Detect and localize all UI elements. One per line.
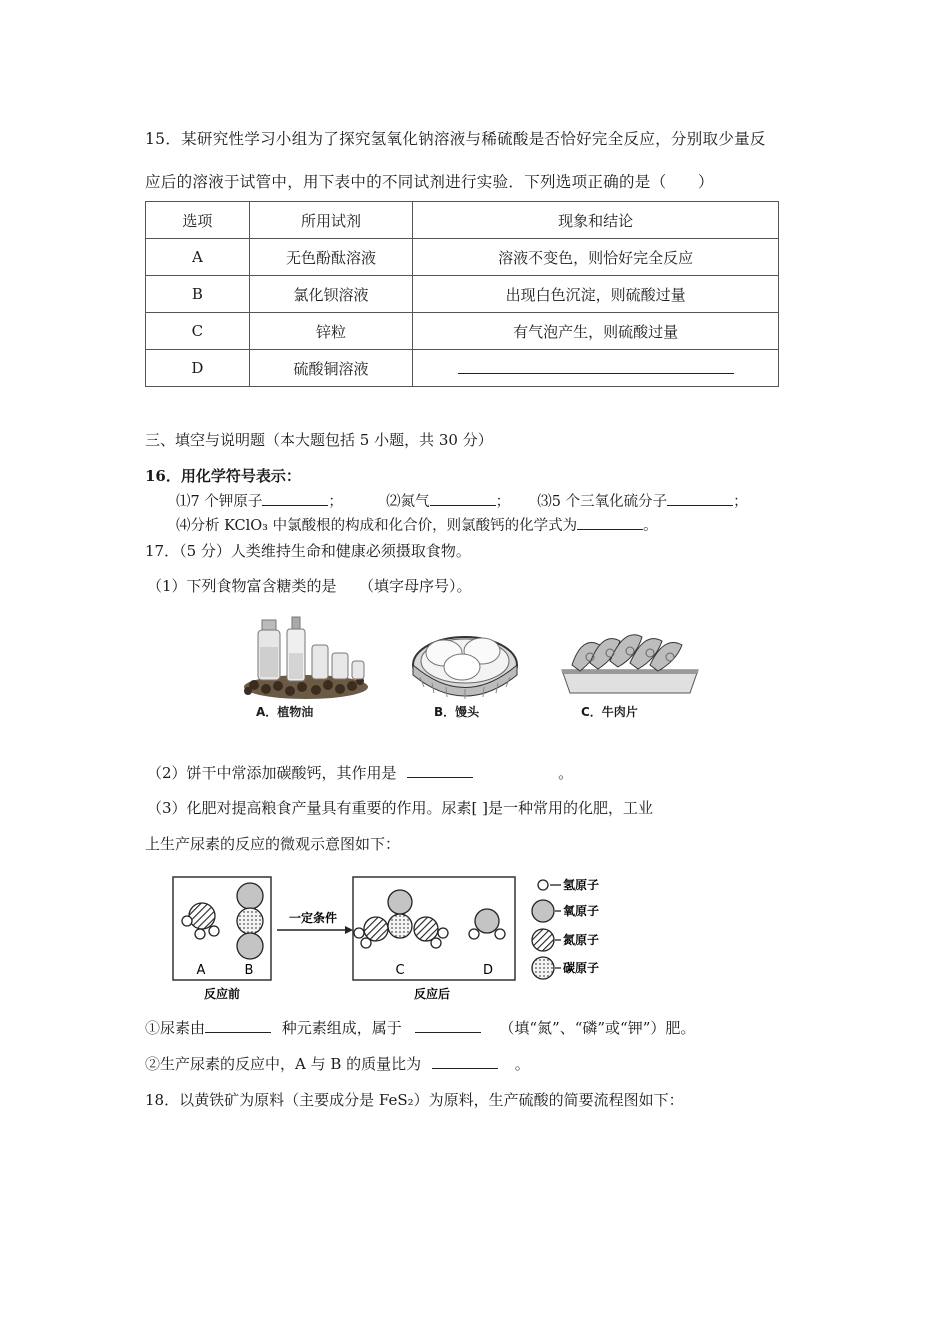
nitrogen-atom-icon: [532, 929, 554, 951]
legend-hydrogen: 氢原子: [563, 878, 600, 892]
punct: ；: [733, 494, 748, 510]
q17-sub2-text: （2）饼干中常添加碳酸钙，其作用是: [147, 764, 397, 782]
result-cell: 出现白色沉淀，则硫酸过量: [413, 276, 779, 313]
beef-slices-image: [560, 615, 700, 700]
after-label: 反应后: [413, 987, 451, 1001]
vegetable-oil-image: [240, 615, 372, 700]
q17-title: 17．（5 分）人类维持生命和健康必须摄取食物。: [145, 542, 471, 560]
q17-c2-text: ②生产尿素的反应中，A 与 B 的质量比为: [145, 1055, 422, 1073]
reaction-diagram: [170, 870, 640, 1005]
q17-sub3-cont: 上生产尿素的反应的微观示意图如下：: [145, 835, 401, 853]
result-cell: 溶液不变色，则恰好完全反应: [413, 239, 779, 276]
answer-blank[interactable]: [458, 359, 734, 374]
q16-line2: [176, 514, 658, 535]
molecule-b: [237, 883, 263, 959]
punct: ；: [328, 494, 343, 510]
food-caption: B．馒头: [434, 705, 480, 719]
hydrogen-atom-icon: [538, 880, 548, 890]
q16-part4: ⑷分析 KClO₃ 中氯酸根的构成和化合价，则氯酸钙的化学式为: [176, 518, 578, 534]
q16-part1: ⑴7 个钾原子: [176, 494, 263, 510]
carbon-atom-icon: [532, 957, 554, 979]
table-header: 现象和结论: [413, 202, 779, 239]
q15-line2: 应后的溶液于试管中，用下表中的不同试剂进行实验．下列选项正确的是（ ）: [145, 173, 714, 191]
answer-blank[interactable]: [205, 1018, 271, 1033]
answer-blank[interactable]: [430, 491, 496, 506]
label-a: A: [196, 963, 206, 978]
oxygen-atom-icon: [532, 900, 554, 922]
reagent-cell: 硫酸铜溶液: [249, 350, 413, 387]
q17-sub2: [147, 762, 573, 783]
answer-blank[interactable]: [432, 1054, 498, 1069]
q17-sub1: （1）下列食物富含糖类的是 （填字母序号）。: [147, 577, 472, 595]
answer-blank[interactable]: [415, 1018, 481, 1033]
label-d: D: [482, 963, 494, 978]
before-label: 反应前: [203, 987, 241, 1001]
arrow-head-icon: [345, 926, 353, 934]
answer-blank[interactable]: [577, 515, 643, 530]
q17-c1-text3: （填“氮”、“磷”或“钾”）肥。: [499, 1019, 696, 1037]
legend-oxygen: 氧原子: [563, 904, 600, 918]
food-caption: A．植物油: [256, 705, 314, 719]
legend-dashes: [550, 885, 561, 968]
q17-c2: [145, 1053, 530, 1074]
table-header-row: [146, 202, 779, 239]
reagent-cell: 无色酚酞溶液: [249, 239, 413, 276]
option-letter: D: [146, 350, 250, 387]
q17-sub3: （3）化肥对提高粮食产量具有重要的作用。尿素[ ]是一种常用的化肥，工业: [147, 799, 654, 817]
option-letter: A: [146, 239, 250, 276]
result-cell-blank[interactable]: [413, 350, 779, 387]
answer-blank[interactable]: [667, 491, 733, 506]
q16-part2: ⑵氮气: [386, 494, 430, 510]
legend-carbon: 碳原子: [563, 961, 600, 975]
table-row: [146, 350, 779, 387]
label-c: C: [395, 963, 405, 978]
q18-line: 18．以黄铁矿为原料（主要成分是 FeS₂）为原料，生产硫酸的简要流程图如下：: [145, 1091, 684, 1109]
q17-c1-text: ①尿素由: [145, 1019, 206, 1037]
q16-line1: [176, 490, 748, 511]
table-row: [146, 239, 779, 276]
punct: 。: [558, 764, 574, 782]
option-letter: B: [146, 276, 250, 313]
table-row: [146, 313, 779, 350]
legend-nitrogen: 氮原子: [563, 933, 600, 947]
punct: ；: [495, 494, 511, 510]
q17-c1-text2: 种元素组成，属于: [281, 1019, 402, 1037]
punct: 。: [643, 518, 658, 534]
q15-table: [145, 201, 779, 387]
steamed-bun-image: [410, 615, 520, 700]
answer-blank[interactable]: [262, 491, 328, 506]
food-caption: C．牛肉片: [581, 705, 638, 719]
q17-c1: [145, 1017, 695, 1038]
reagent-cell: 氯化钡溶液: [249, 276, 413, 313]
label-b: B: [244, 963, 254, 978]
q15-line1: 15．某研究性学习小组为了探究氢氧化钠溶液与稀硫酸是否恰好完全反应，分别取少量反: [145, 130, 766, 148]
q16-title: 16．用化学符号表示：: [145, 467, 301, 485]
table-row: [146, 276, 779, 313]
answer-blank[interactable]: [407, 763, 473, 778]
result-cell: 有气泡产生，则硫酸过量: [413, 313, 779, 350]
q16-part3: ⑶5 个三氧化硫分子: [537, 494, 668, 510]
table-header: 所用试剂: [249, 202, 413, 239]
legend: [532, 877, 599, 979]
condition-label: 一定条件: [288, 911, 338, 925]
option-letter: C: [146, 313, 250, 350]
punct: 。: [514, 1055, 530, 1073]
reagent-cell: 锌粒: [249, 313, 413, 350]
table-header: 选项: [146, 202, 250, 239]
section-heading: 三、填空与说明题（本大题包括 5 小题，共 30 分）: [145, 431, 493, 449]
